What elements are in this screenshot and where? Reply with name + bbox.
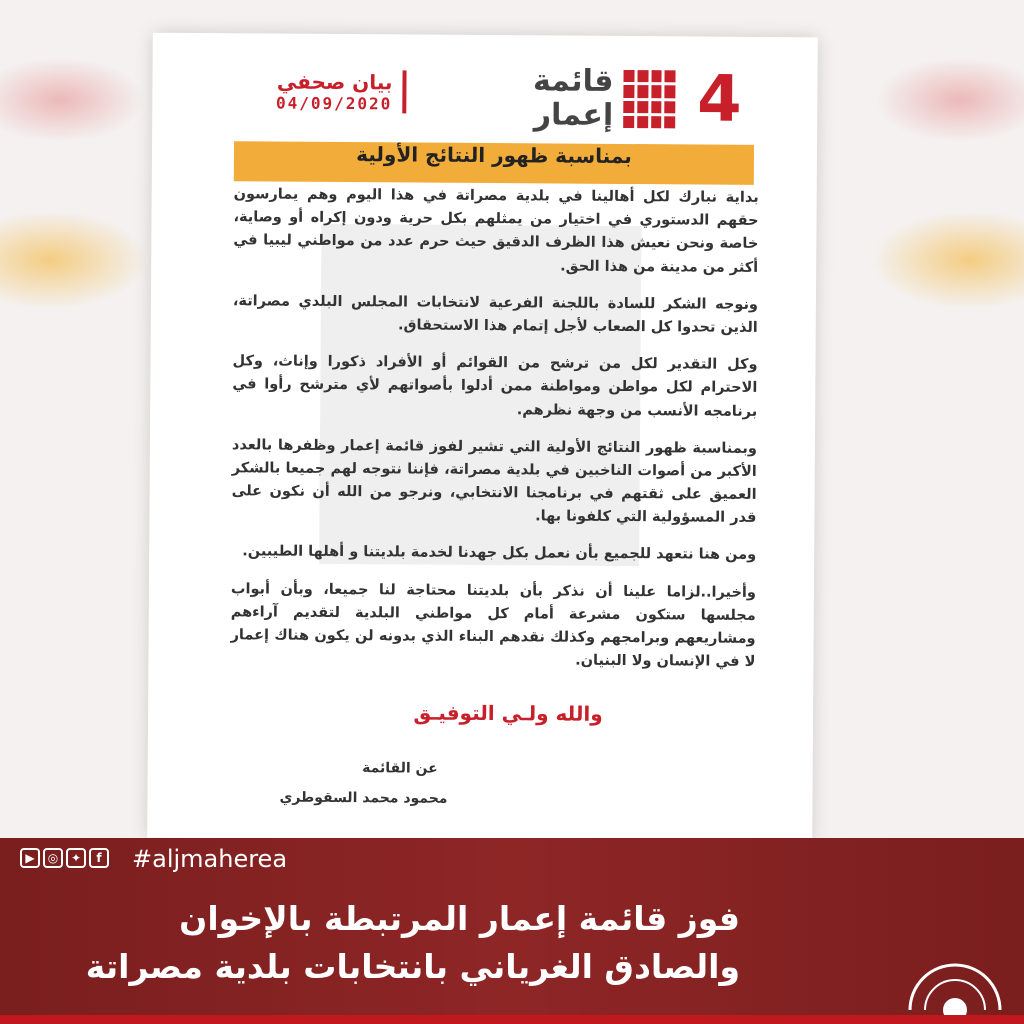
press-release-header: [242, 69, 406, 113]
instagram-icon[interactable]: ◎: [43, 848, 63, 868]
headline-line1: فوز قائمة إعمار المرتبطة بالإخوان: [179, 899, 740, 938]
twitter-icon[interactable]: ✦: [66, 848, 86, 868]
social-icons: [20, 848, 109, 868]
paragraph: ونوجه الشكر للسادة باللجنة الفرعية لانتخابات المجلس البلدي مصراتة، الذين تحدوا كل الصعاب لأجل إتمام هذا الاستحقاق.: [232, 293, 758, 336]
footer-accent-bar: [0, 1015, 1024, 1024]
logo-text-line2: إعمار: [533, 97, 614, 133]
social-handle: #aljmaherea: [132, 845, 288, 873]
press-release-title: بيان صحفي: [276, 69, 393, 95]
logo-number: 4: [696, 62, 742, 137]
paragraph: وأخيرا..لزاما علينا أن نذكر بأن بلديتنا محتاجة لنا جميعا، وبأن أبواب مجلسها ستكون مشرعة أمام كل مواطني البلدية لتقديم آراءهم ومشاريعهم وبرامجهم وكذلك نقدهم البناء الذي بدونه لن يكون هناك إعمار لا في الإنسان ولا البنيان.: [230, 580, 756, 671]
logo-text-line1: قائمة: [532, 63, 614, 99]
signature-name: محمود محمد السقوطري: [279, 789, 448, 807]
press-release-date: 04/09/2020: [275, 93, 393, 114]
statement-body: [230, 183, 758, 688]
signature-on-behalf: عن القائمة: [362, 760, 438, 777]
logo-building-icon: [623, 70, 675, 128]
paragraph: وكل التقدير لكل من ترشح من القوائم أو الأفراد ذكورا وإناث، وكل الاحترام لكل مواطن ومواطنة ممن أدلوا بأصواتهم لأي مترشح رأوا في برنامجه الأنسب من وجهة نظرهم.: [232, 353, 758, 420]
press-release-document: [147, 33, 818, 843]
closing-phrase: والله ولـي التوفيـق: [413, 700, 603, 726]
imaar-list-logo: [479, 63, 749, 135]
paragraph: وبمناسبة ظهور النتائج الأولية التي تشير لفوز قائمة إعمار وظفرها بالعدد الأكبر من أصوات الناخبين في بلدية مصراتة، فإننا نتوجه لهم جميعا بالشكر العميق على ثقتهم في برنامجنا الانتخابي، ونرجو من الله أن نكون على قدر المسؤولية التي كلفونا بها.: [231, 436, 757, 527]
paragraph: بداية نبارك لكل أهالينا في بلدية مصراتة في هذا اليوم وهم يمارسون حقهم الدستوري في اختيار من يمثلهم بكل حرية ودون إكراه أو وصاية، خاصة ونحن نعيش هذا الظرف الدقيق حيث حرم عدد من مواطني ليبيا في أكثر من مدينة من هذا الحق.: [233, 186, 759, 276]
channel-emblem-icon: [900, 955, 1010, 1015]
banner-title: بمناسبة ظهور النتائج الأولية: [234, 141, 754, 185]
paragraph: ومن هنا نتعهد للجميع بأن نعمل بكل جهدنا لخدمة بلديتنا و أهلها الطيبين.: [242, 543, 757, 564]
facebook-icon[interactable]: f: [89, 848, 109, 868]
news-headline: [80, 895, 740, 991]
headline-line2: والصادق الغرياني بانتخابات بلدية مصراتة: [85, 946, 740, 986]
youtube-icon[interactable]: ▶: [20, 848, 40, 868]
